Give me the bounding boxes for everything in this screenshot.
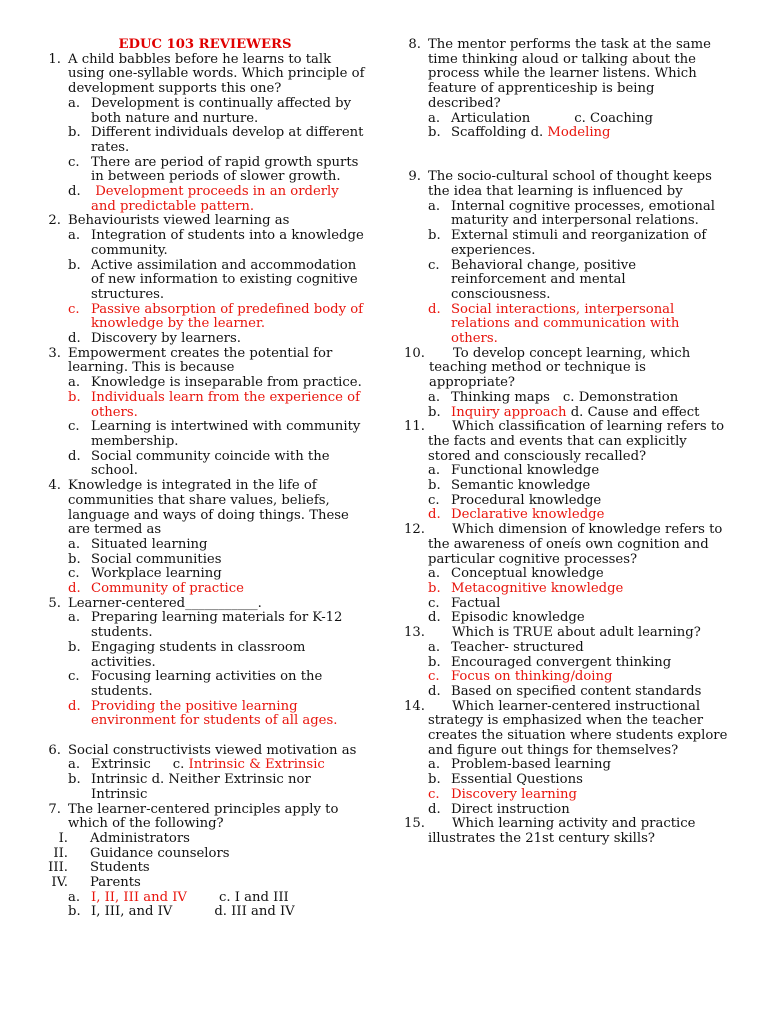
question-row	[44, 53, 366, 97]
question-number: 9.	[408, 169, 421, 185]
option-text-answer: Inquiry approach	[451, 404, 567, 420]
option-row	[68, 376, 366, 391]
option-label: c.	[68, 154, 80, 170]
option-row	[68, 259, 366, 303]
option-label: a.	[428, 757, 441, 773]
option-row	[428, 597, 728, 612]
option-row	[68, 582, 366, 597]
option-text: Behavioral change, positive reinforcement and mental consciousness.	[451, 257, 637, 302]
question-12	[404, 523, 728, 626]
option-text: Engaging students in classroom activities.	[91, 639, 306, 670]
options	[44, 97, 366, 215]
options	[44, 229, 366, 347]
option-label: a.	[428, 110, 441, 126]
option-row	[428, 508, 728, 523]
question-row	[44, 347, 366, 376]
option-text-answer: Modeling	[547, 125, 611, 141]
option-row	[428, 303, 728, 347]
option-row	[428, 494, 728, 509]
question-number: 2.	[48, 213, 61, 229]
question-row	[44, 597, 366, 612]
option-label: b.	[428, 580, 441, 596]
option-text: Direct instruction	[451, 801, 570, 817]
right-column	[404, 38, 728, 847]
option-label: a.	[428, 639, 441, 655]
option-text: Thinking maps	[451, 389, 550, 405]
option-text: d. III and IV	[214, 904, 295, 920]
option-row	[68, 303, 366, 332]
option-text: Functional knowledge	[451, 463, 600, 479]
question-7-options	[44, 891, 366, 920]
question-text: Which learner-centered instructional strategy is emphasized when the teacher creates the situation where students explore and figure out things for themselves?	[428, 698, 728, 758]
question-text: The socio-cultural school of thought keeps the idea that learning is influenced by	[428, 169, 712, 199]
roman-numeral: III.	[48, 860, 68, 876]
option-row	[428, 773, 728, 788]
option-label: d.	[428, 507, 441, 523]
spacer	[404, 141, 728, 156]
question-6	[44, 744, 366, 759]
options	[404, 200, 728, 347]
question-text: Behaviourists viewed learning as	[68, 213, 290, 229]
question-text: Which dimension of knowledge refers to the awareness of oneís own cognition and particular cognitive processes?	[428, 522, 723, 567]
option-text: Knowledge is inseparable from practice.	[91, 375, 362, 391]
question-number: 11.	[404, 419, 425, 435]
option-text: Different individuals develop at different rates.	[91, 125, 364, 155]
option-text: Teacher- structured	[451, 639, 584, 655]
option-label: d.	[68, 184, 81, 200]
question-15	[404, 817, 728, 846]
options	[404, 464, 728, 523]
question-text: Learner-centered___________.	[68, 595, 262, 611]
question-text: Knowledge is integrated in the life of communities that share values, beliefs, language and ways of doing things. These are termed as	[68, 478, 349, 538]
option-text: Episodic knowledge	[451, 610, 585, 626]
option-row	[68, 905, 366, 920]
question-text: The learner-centered principles apply to which of the following?	[68, 801, 339, 832]
question-text: The mentor performs the task at the same time thinking aloud or talking about the process while the learner listens. Which feature of apprenticeship is being described?	[428, 37, 711, 111]
option-row	[68, 567, 366, 582]
option-row	[68, 156, 366, 185]
option-text: c. I and III	[218, 889, 289, 905]
option-row	[428, 582, 728, 597]
question-number: 8.	[408, 37, 421, 52]
option-text: I, III, and IV	[91, 904, 173, 920]
option-text: Preparing learning materials for K-12 students.	[91, 610, 343, 641]
option-row	[68, 670, 366, 699]
option-text: Factual	[451, 595, 501, 611]
option-label: a.	[428, 463, 441, 479]
question-number: 6.	[48, 742, 61, 758]
roman-text: Guidance counselors	[90, 845, 230, 861]
option-text-answer: Social interactions, interpersonal relations and communication with others.	[451, 301, 680, 347]
option-row	[68, 700, 366, 729]
option-label: a.	[428, 566, 441, 582]
option-label: b.	[428, 404, 441, 420]
question-number: 5.	[48, 595, 61, 611]
question-number: 15.	[404, 816, 425, 832]
option-row	[428, 479, 728, 494]
question-text: Social constructivists viewed motivation as	[68, 742, 357, 758]
option-row	[68, 126, 366, 155]
option-row	[68, 611, 366, 640]
question-2	[44, 214, 366, 346]
option-text: Integration of students into a knowledge community.	[91, 228, 364, 258]
option-row	[428, 641, 728, 656]
option-row	[428, 758, 728, 773]
question-number: 13.	[404, 625, 425, 641]
roman-text: Administrators	[90, 830, 190, 846]
question-number: 3.	[48, 345, 61, 361]
option-text: c. Demonstration	[562, 389, 679, 405]
question-number: 4.	[48, 478, 61, 494]
option-label: c.	[68, 301, 80, 317]
page-title: EDUC 103 REVIEWERS	[118, 37, 292, 52]
option-d-text: d. Neither Extrinsic nor Intrinsic	[91, 772, 311, 802]
question-number: 7.	[48, 801, 61, 817]
question-8-options	[404, 112, 728, 141]
option-label: c.	[428, 786, 440, 802]
option-row	[68, 97, 366, 126]
right-questions-2	[404, 420, 728, 846]
option-label: b.	[428, 654, 441, 670]
option-row	[68, 641, 366, 670]
option-label: d.	[428, 801, 441, 817]
option-label: c.	[172, 757, 185, 773]
left-column	[44, 38, 366, 920]
option-label: b.	[428, 772, 441, 788]
option-label: a.	[68, 95, 81, 111]
option-row	[428, 112, 728, 127]
option-label: b.	[68, 389, 81, 405]
option-text-answer: Passive absorption of predefined body of knowledge by the learner.	[91, 301, 364, 332]
question-number: 10.	[404, 345, 425, 361]
option-row	[68, 332, 366, 347]
option-label: a.	[428, 198, 441, 214]
question-6-options	[44, 758, 366, 802]
option-row	[428, 126, 728, 141]
options	[44, 376, 366, 479]
options	[404, 641, 728, 700]
question-row	[404, 700, 728, 759]
question-4	[44, 479, 366, 597]
question-number: 12.	[404, 522, 425, 538]
question-row	[404, 523, 728, 567]
option-text: Workplace learning	[91, 566, 222, 582]
question-text: Which classification of learning refers to the facts and events that can explicitly stored and consciously recalled?	[428, 419, 725, 464]
option-text: Discovery by learners.	[91, 331, 241, 347]
option-text-answer: Declarative knowledge	[451, 507, 605, 523]
option-text: Extrinsic	[91, 757, 151, 773]
option-text: There are period of rapid growth spurts in between periods of slower growth.	[91, 154, 359, 185]
option-label: b.	[428, 125, 441, 141]
question-14	[404, 700, 728, 818]
option-text: Active assimilation and accommodation of new information to existing cognitive structures.	[91, 257, 358, 302]
option-text-answer: I, II, III and IV	[91, 889, 187, 905]
left-questions	[44, 53, 366, 729]
option-row	[428, 611, 728, 626]
option-row	[428, 259, 728, 303]
question-1	[44, 53, 366, 215]
roman-item	[44, 861, 366, 876]
question-11	[404, 420, 728, 523]
option-row	[428, 406, 728, 421]
roman-item	[44, 847, 366, 862]
option-label: c.	[68, 419, 80, 435]
options	[44, 538, 366, 597]
option-label: b.	[68, 551, 81, 567]
option-text: Scaffolding d.	[451, 125, 548, 141]
option-text-answer: Discovery learning	[451, 786, 577, 802]
option-label: d.	[428, 301, 441, 317]
question-row	[44, 214, 366, 229]
option-label: b.	[68, 904, 81, 920]
question-13	[404, 626, 728, 700]
roman-text: Students	[90, 860, 150, 876]
question-text: Which is TRUE about adult learning?	[452, 625, 701, 641]
option-label: a.	[68, 757, 81, 773]
option-text: Social community coincide with the school.	[91, 448, 330, 479]
option-label: b.	[68, 257, 81, 273]
question-number: 1.	[48, 51, 61, 67]
option-label: b.	[68, 125, 81, 141]
option-label: c.	[428, 257, 440, 273]
option-label: b.	[68, 772, 81, 788]
roman-numeral: IV.	[51, 875, 68, 891]
option-text-answer: Development proceeds in an orderly and predictable pattern.	[91, 184, 343, 214]
question-text: Which learning activity and practice illustrates the 21st century skills?	[428, 816, 696, 846]
option-text: External stimuli and reorganization of experiences.	[451, 228, 707, 258]
question-row	[44, 479, 366, 538]
options	[404, 567, 728, 626]
option-row	[68, 538, 366, 553]
option-label: d.	[68, 581, 81, 597]
roman-numeral: II.	[53, 845, 68, 861]
option-b-text: Intrinsic	[91, 772, 148, 788]
option-label: a.	[68, 536, 81, 552]
option-row	[68, 391, 366, 420]
option-label: d.	[68, 448, 81, 464]
question-5	[44, 597, 366, 729]
option-label: a.	[68, 889, 81, 905]
question-row	[404, 817, 728, 846]
question-text: Empowerment creates the potential for learning. This is because	[68, 345, 333, 376]
question-text: To develop concept learning, which teaching method or technique is appropriate?	[429, 345, 691, 391]
options	[44, 611, 366, 729]
option-row	[68, 450, 366, 479]
option-row	[68, 229, 366, 258]
option-row	[68, 758, 366, 773]
option-text: Focusing learning activities on the students.	[91, 669, 323, 699]
spacer	[404, 156, 728, 171]
option-label: a.	[68, 610, 81, 626]
option-text: Articulation	[451, 110, 531, 126]
option-text-answer: Focus on thinking/doing	[451, 669, 613, 685]
option-text: Development is continually affected by both nature and nurture.	[91, 95, 352, 126]
option-label: c.	[68, 566, 80, 582]
question-3	[44, 347, 366, 479]
right-questions	[404, 170, 728, 346]
question-10-options	[404, 391, 728, 420]
question-number: 14.	[404, 698, 425, 714]
option-label: b.	[68, 639, 81, 655]
option-text-answer: Intrinsic & Extrinsic	[188, 757, 325, 773]
option-text-answer: Community of practice	[91, 581, 244, 597]
roman-text: Parents	[90, 875, 141, 891]
option-text: Procedural knowledge	[451, 492, 602, 508]
option-label: a.	[68, 228, 81, 244]
option-label: b.	[428, 228, 441, 244]
option-text: Essential Questions	[451, 772, 583, 788]
option-text: Problem-based learning	[451, 757, 611, 773]
option-text: Based on specified content standards	[451, 683, 702, 699]
option-label: d.	[68, 698, 81, 714]
question-text: A child babbles before he learns to talk using one-syllable words. Which principle of development supports this one?	[68, 51, 365, 97]
option-text-answer: Providing the positive learning environment for students of all ages.	[91, 698, 338, 729]
question-row	[404, 170, 728, 199]
question-8	[404, 38, 728, 112]
option-text: Semantic knowledge	[451, 478, 591, 494]
roman-list	[44, 832, 366, 891]
option-label: d.	[68, 331, 81, 347]
option-row	[428, 391, 728, 406]
option-row	[428, 200, 728, 229]
option-row	[428, 803, 728, 818]
option-label: d.	[428, 683, 441, 699]
option-text: Learning is intertwined with community membership.	[91, 419, 361, 449]
options	[404, 758, 728, 817]
roman-item	[44, 876, 366, 891]
question-row	[404, 626, 728, 641]
option-text: Internal cognitive processes, emotional maturity and interpersonal relations.	[451, 198, 715, 229]
option-text	[91, 773, 366, 802]
roman-numeral: I.	[58, 830, 68, 846]
question-9	[404, 170, 728, 346]
option-row	[428, 229, 728, 258]
option-label: b.	[428, 478, 441, 494]
option-row	[68, 773, 366, 802]
question-text-wrap	[429, 347, 728, 391]
option-row	[428, 567, 728, 582]
option-label: c.	[68, 669, 80, 685]
option-text: Encouraged convergent thinking	[451, 654, 672, 670]
option-label: c.	[428, 492, 440, 508]
option-label: c.	[428, 595, 440, 611]
option-d-text: d. Cause and effect	[566, 404, 700, 420]
option-row	[68, 420, 366, 449]
option-label: a.	[68, 375, 81, 391]
option-label: a.	[428, 389, 441, 405]
option-row	[428, 788, 728, 803]
option-row	[428, 670, 728, 685]
option-text: Conceptual knowledge	[451, 566, 604, 582]
option-text-answer: Individuals learn from the experience of others.	[91, 389, 360, 420]
option-row	[428, 464, 728, 479]
option-label: d.	[428, 610, 441, 626]
option-text: Social communities	[91, 551, 222, 567]
option-text	[451, 406, 728, 421]
option-text: Situated learning	[91, 536, 208, 552]
question-7	[44, 803, 366, 832]
question-row	[404, 420, 728, 464]
option-row	[68, 185, 366, 214]
roman-item	[44, 832, 366, 847]
option-row	[68, 553, 366, 568]
option-label: c.	[428, 669, 440, 685]
option-text-answer: Metacognitive knowledge	[451, 580, 624, 596]
spacer	[44, 729, 366, 744]
option-row	[428, 685, 728, 700]
option-row	[428, 656, 728, 671]
question-10	[404, 347, 728, 391]
option-text: c. Coaching	[574, 110, 653, 126]
option-row	[68, 891, 366, 906]
